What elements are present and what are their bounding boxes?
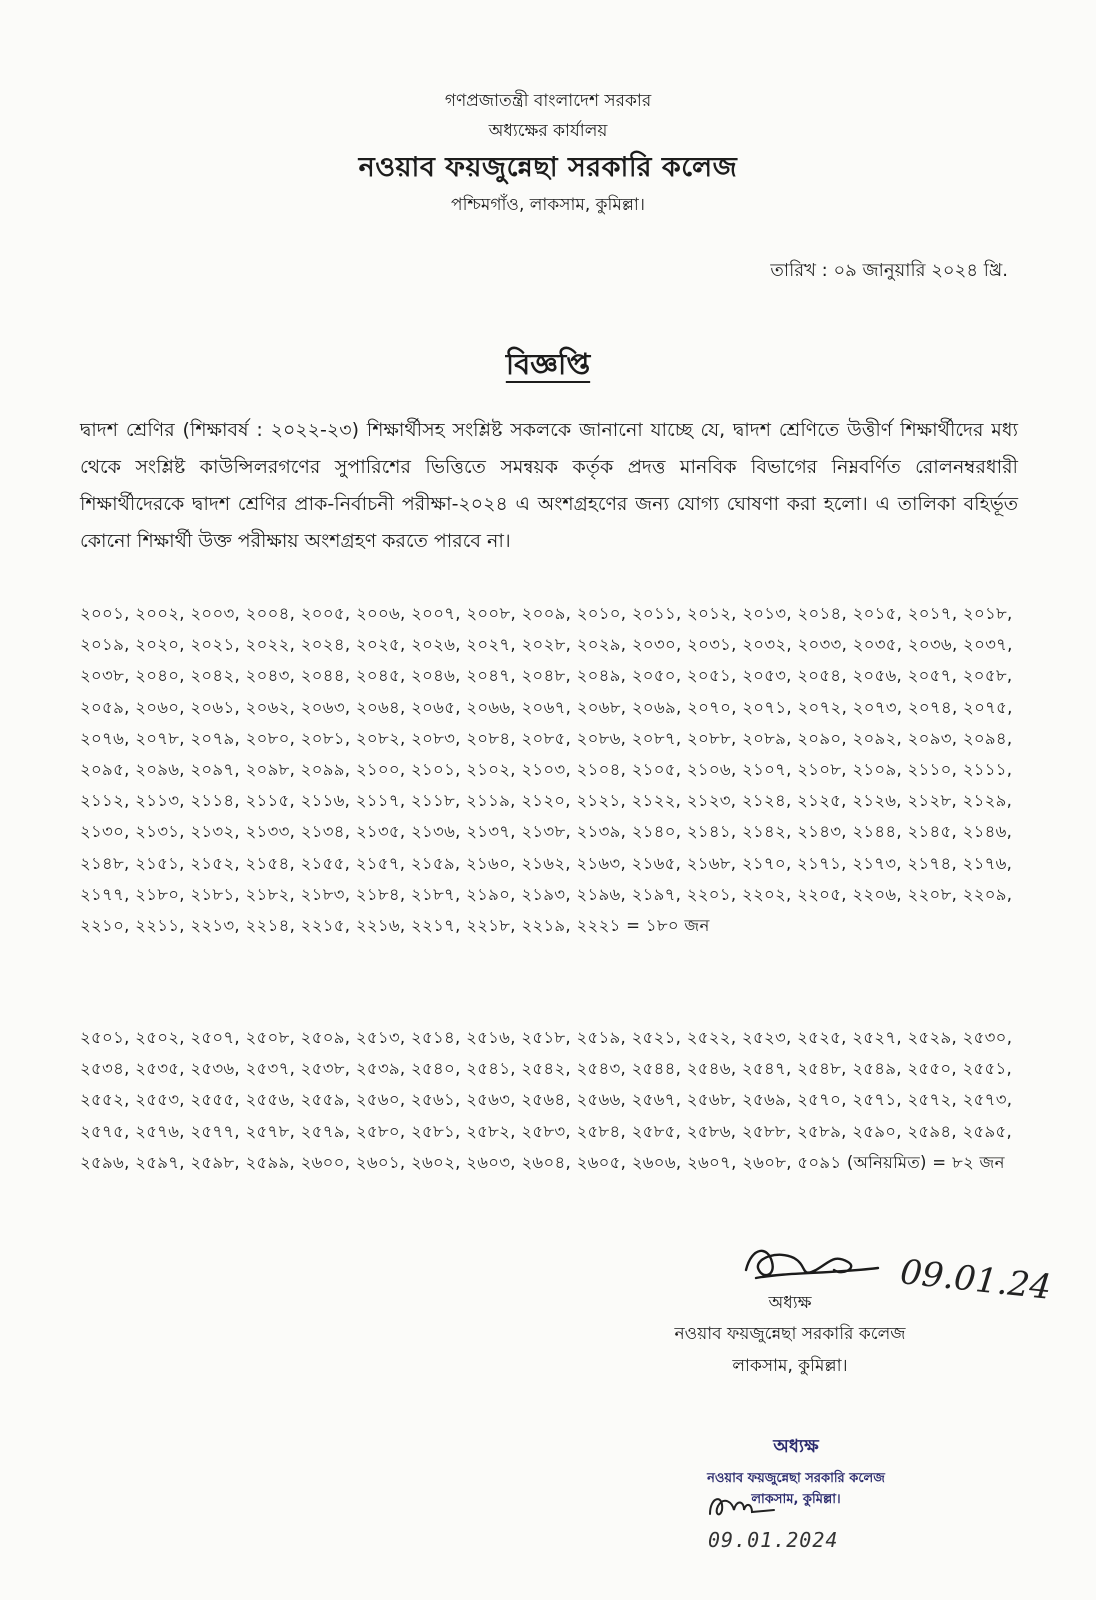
college-name: নওয়াব ফয়জুন্নেছা সরকারি কলেজ [358, 152, 738, 183]
notice-title-text: বিজ্ঞপ্তি [505, 347, 591, 381]
letterhead [0, 86, 1096, 220]
notice-date: তারিখ : ০৯ জানুয়ারি ২০২৪ খ্রি. [770, 260, 1008, 281]
college-address: পশ্চিমগাঁও, লাকসাম, কুমিল্লা। [451, 195, 645, 215]
signatory-address: লাকসাম, কুমিল্লা। [732, 1356, 848, 1376]
stamp-handwritten-date: 09.01.2024 [708, 1528, 839, 1552]
stamp-signature [704, 1488, 784, 1524]
stamp-address: লাকসাম, কুমিল্লা। [751, 1492, 841, 1507]
office-name: অধ্যক্ষের কার্যালয় [488, 121, 608, 141]
stamp-title: অধ্যক্ষ [773, 1436, 819, 1457]
notice-body: দ্বাদশ শ্রেণির (শিক্ষাবর্ষ : ২০২২-২৩) শিক্ষার্থীসহ সংশ্লিষ্ট সকলকে জানানো যাচ্ছে যে, দ্বাদশ শ্রেণিতে উত্তীর্ণ শিক্ষার্থীদের মধ্য থেকে সংশ্লিষ্ট কাউন্সিলরগণের সুপারিশের ভিত্তিতে সমন্বয়ক কর্তৃক প্রদত্ত মানবিক বিভাগের নিম্নবর্ণিত রোলনম্বরধারী শিক্ষার্থীদেরকে দ্বাদশ শ্রেণির প্রাক-নির্বাচনী পরীক্ষা-২০২৪ এ অংশগ্রহণের জন্য যোগ্য ঘোষণা করা হলো। এ তালিকা বহির্ভূত কোনো শিক্ষার্থী উক্ত পরীক্ষায় অংশগ্রহণ করতে পারবে না। [80, 419, 1018, 552]
signatory-title: অধ্যক্ষ [768, 1293, 812, 1313]
roll-list-group-2: ২৫০১, ২৫০২, ২৫০৭, ২৫০৮, ২৫০৯, ২৫১৩, ২৫১৪, ২৫১৬, ২৫১৮, ২৫১৯, ২৫২১, ২৫২২, ২৫২৩, ২৫২৫, ২৫২৭, ২৫২৯, ২৫৩০, ২৫৩৪, ২৫৩৫, ২৫৩৬, ২৫৩৭, ২৫৩৮, ২৫৩৯, ২৫৪০, ২৫৪১, ২৫৪২, ২৫৪৩, ২৫৪৪, ২৫৪৬, ২৫৪৭, ২৫৪৮, ২৫৪৯, ২৫৫০, ২৫৫১, ২৫৫২, ২৫৫৩, ২৫৫৫, ২৫৫৬, ২৫৫৯, ২৫৬০, ২৫৬১, ২৫৬৩, ২৫৬৪, ২৫৬৬, ২৫৬৭, ২৫৬৮, ২৫৬৯, ২৫৭০, ২৫৭১, ২৫৭২, ২৫৭৩, ২৫৭৫, ২৫৭৬, ২৫৭৭, ২৫৭৮, ২৫৭৯, ২৫৮০, ২৫৮১, ২৫৮২, ২৫৮৩, ২৫৮৪, ২৫৮৫, ২৫৮৬, ২৫৮৮, ২৫৮৯, ২৫৯০, ২৫৯৪, ২৫৯৫, ২৫৯৬, ২৫৯৭, ২৫৯৮, ২৫৯৯, ২৬০০, ২৬০১, ২৬০২, ২৬০৩, ২৬০৪, ২৬০৫, ২৬০৬, ২৬০৭, ২৬০৮, ৫০৯১ (অনিয়মিত) = ৮২ জন [80, 1028, 1013, 1172]
signature-block [640, 1250, 940, 1382]
signature-handwritten-date: 09.01.24 [898, 1252, 1054, 1308]
government-name: গণপ্রজাতন্ত্রী বাংলাদেশ সরকার [444, 91, 652, 111]
roll-list-group-1: ২০০১, ২০০২, ২০০৩, ২০০৪, ২০০৫, ২০০৬, ২০০৭, ২০০৮, ২০০৯, ২০১০, ২০১১, ২০১২, ২০১৩, ২০১৪, ২০১৫, ২০১৭, ২০১৮, ২০১৯, ২০২০, ২০২১, ২০২২, ২০২৪, ২০২৫, ২০২৬, ২০২৭, ২০২৮, ২০২৯, ২০৩০, ২০৩১, ২০৩২, ২০৩৩, ২০৩৫, ২০৩৬, ২০৩৭, ২০৩৮, ২০৪০, ২০৪২, ২০৪৩, ২০৪৪, ২০৪৫, ২০৪৬, ২০৪৭, ২০৪৮, ২০৪৯, ২০৫০, ২০৫১, ২০৫৩, ২০৫৪, ২০৫৬, ২০৫৭, ২০৫৮, ২০৫৯, ২০৬০, ২০৬১, ২০৬২, ২০৬৩, ২০৬৪, ২০৬৫, ২০৬৬, ২০৬৭, ২০৬৮, ২০৬৯, ২০৭০, ২০৭১, ২০৭২, ২০৭৩, ২০৭৪, ২০৭৫, ২০৭৬, ২০৭৮, ২০৭৯, ২০৮০, ২০৮১, ২০৮২, ২০৮৩, ২০৮৪, ২০৮৫, ২০৮৬, ২০৮৭, ২০৮৮, ২০৮৯, ২০৯০, ২০৯২, ২০৯৩, ২০৯৪, ২০৯৫, ২০৯৬, ২০৯৭, ২০৯৮, ২০৯৯, ২১০০, ২১০১, ২১০২, ২১০৩, ২১০৪, ২১০৫, ২১০৬, ২১০৭, ২১০৮, ২১০৯, ২১১০, ২১১১, ২১১২, ২১১৩, ২১১৪, ২১১৫, ২১১৬, ২১১৭, ২১১৮, ২১১৯, ২১২০, ২১২১, ২১২২, ২১২৩, ২১২৪, ২১২৫, ২১২৬, ২১২৮, ২১২৯, ২১৩০, ২১৩১, ২১৩২, ২১৩৩, ২১৩৪, ২১৩৫, ২১৩৬, ২১৩৭, ২১৩৮, ২১৩৯, ২১৪০, ২১৪১, ২১৪২, ২১৪৩, ২১৪৪, ২১৪৫, ২১৪৬, ২১৪৮, ২১৫১, ২১৫২, ২১৫৪, ২১৫৫, ২১৫৭, ২১৫৯, ২১৬০, ২১৬২, ২১৬৩, ২১৬৫, ২১৬৮, ২১৭০, ২১৭১, ২১৭৩, ২১৭৪, ২১৭৬, ২১৭৭, ২১৮০, ২১৮১, ২১৮২, ২১৮৩, ২১৮৪, ২১৮৭, ২১৯০, ২১৯৩, ২১৯৬, ২১৯৭, ২২০১, ২২০২, ২২০৫, ২২০৬, ২২০৮, ২২০৯, ২২১০, ২২১১, ২২১৩, ২২১৪, ২২১৫, ২২১৬, ২২১৭, ২২১৮, ২২১৯, ২২২১ = ১৮০ জন [80, 604, 1013, 936]
stamp-college: নওয়াব ফয়জুন্নেছা সরকারি কলেজ [707, 1471, 885, 1486]
signatory-college: নওয়াব ফয়জুন্নেছা সরকারি কলেজ [674, 1324, 906, 1344]
notice-title [0, 342, 1096, 391]
